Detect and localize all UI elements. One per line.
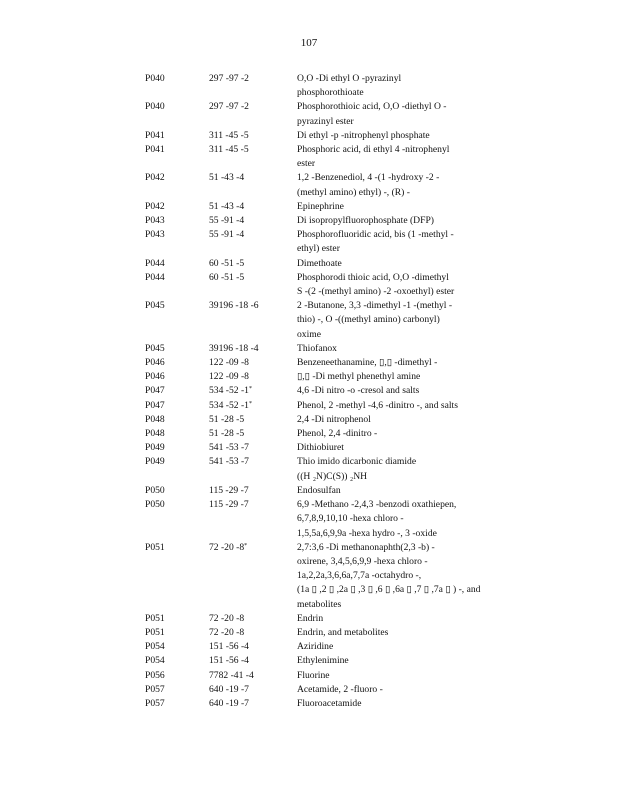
table-row xyxy=(0,200,618,214)
substance-name xyxy=(297,342,487,356)
cas-number xyxy=(209,669,254,683)
table-row xyxy=(0,541,618,612)
cas-number-text: 51 -43 -4 xyxy=(209,200,245,212)
table-row xyxy=(0,257,618,271)
cas-number-text: 534 -52 -1 xyxy=(209,399,249,411)
cas-number xyxy=(209,399,252,413)
substance-name xyxy=(297,683,487,697)
cas-number xyxy=(209,370,249,384)
substance-name xyxy=(297,669,487,683)
substance-name xyxy=(297,200,487,214)
table-row xyxy=(0,171,618,199)
substance-name-line: Phosphorothioic acid, O,O -diethyl O - xyxy=(297,101,447,113)
waste-code: P042 xyxy=(145,200,165,212)
waste-code: P048 xyxy=(145,428,165,440)
substance-name xyxy=(297,541,487,612)
cas-number-text: 51 -43 -4 xyxy=(209,172,245,184)
substance-name-line: 1a,2,2a,3,6,6a,7,7a -octahydro -, xyxy=(297,570,422,582)
cas-number-text: 39196 -18 -6 xyxy=(209,300,259,312)
cas-number xyxy=(209,484,249,498)
substance-name-line: Endrin xyxy=(297,612,324,624)
waste-code: P051 xyxy=(145,612,165,624)
substance-name xyxy=(297,612,487,626)
substance-name-line: 6,9 -Methano -2,4,3 -benzodi oxathiepen, xyxy=(297,499,457,511)
substance-name-line: Phosphoric acid, di ethyl 4 -nitrophenyl xyxy=(297,144,450,156)
table-row xyxy=(0,370,618,384)
cas-number-text: 297 -97 -2 xyxy=(209,73,249,84)
cas-number xyxy=(209,200,244,214)
cas-number xyxy=(209,171,244,185)
waste-code: P051 xyxy=(145,541,165,553)
substance-name xyxy=(297,427,487,441)
cas-number-text: 311 -45 -5 xyxy=(209,144,249,156)
substance-name-line: Di ethyl -p -nitrophenyl phosphate xyxy=(297,129,430,141)
table-row xyxy=(0,441,618,455)
waste-code: P042 xyxy=(145,172,165,184)
waste-code: P045 xyxy=(145,342,165,354)
substance-name-line: pyrazinyl ester xyxy=(297,115,354,127)
cas-number xyxy=(209,413,244,427)
substance-name-line: Thiofanox xyxy=(297,342,337,354)
substance-name xyxy=(297,498,487,541)
cas-footnote-mark: * xyxy=(248,400,252,407)
substance-name-line: 6,7,8,9,10,10 -hexa chloro - xyxy=(297,513,404,525)
table-row xyxy=(0,342,618,356)
waste-code: P043 xyxy=(145,229,165,241)
cas-number-text: 7782 -41 -4 xyxy=(209,669,254,681)
substance-name-line: Di isopropylfluorophosphate (DFP) xyxy=(297,215,434,227)
cas-footnote-mark: * xyxy=(244,542,248,549)
table-row xyxy=(0,299,618,342)
cas-number-text: 51 -28 -5 xyxy=(209,428,245,440)
table-row xyxy=(0,683,618,697)
substance-name xyxy=(297,484,487,498)
substance-name-line: Phosphorodi thioic acid, O,O -dimethyl xyxy=(297,271,449,283)
substance-name-line: Dithiobiuret xyxy=(297,442,344,454)
substance-name xyxy=(297,697,487,711)
table-row xyxy=(0,455,618,483)
substance-name xyxy=(297,640,487,654)
table-row xyxy=(0,654,618,668)
substance-name xyxy=(297,143,487,171)
cas-number xyxy=(209,342,259,356)
table-row xyxy=(0,399,618,413)
substance-name xyxy=(297,72,487,100)
table-row xyxy=(0,498,618,541)
cas-number-text: 72 -20 -8 xyxy=(209,541,245,553)
substance-name-line: oxirene, 3,4,5,6,9,9 -hexa chloro - xyxy=(297,555,428,567)
table-row xyxy=(0,640,618,654)
substance-name-line: ▯,▯ -Di methyl phenethyl amine xyxy=(297,371,421,383)
substance-name-line: Thio imido dicarbonic diamide xyxy=(297,456,417,468)
waste-code: P045 xyxy=(145,300,165,312)
cas-number-text: 541 -53 -7 xyxy=(209,456,249,468)
substance-name-line: O,O -Di ethyl O -pyrazinyl xyxy=(297,73,402,84)
cas-number-text: 122 -09 -8 xyxy=(209,357,249,369)
waste-code: P057 xyxy=(145,697,165,709)
cas-number xyxy=(209,257,244,271)
waste-code: P049 xyxy=(145,456,165,468)
cas-number xyxy=(209,427,244,441)
substance-name xyxy=(297,384,487,398)
substance-name xyxy=(297,299,487,342)
waste-code: P048 xyxy=(145,413,165,425)
table-row xyxy=(0,214,618,228)
cas-number-text: 122 -09 -8 xyxy=(209,371,249,383)
substance-name-line: 2,4 -Di nitrophenol xyxy=(297,413,371,425)
substance-name-line: metabolites xyxy=(297,598,342,610)
substance-name xyxy=(297,654,487,668)
table-row xyxy=(0,143,618,171)
waste-code: P047 xyxy=(145,399,165,411)
cas-number-text: 72 -20 -8 xyxy=(209,612,245,624)
cas-number xyxy=(209,271,244,285)
waste-code: P054 xyxy=(145,641,165,653)
substance-name-line: 2 -Butanone, 3,3 -dimethyl -1 -(methyl - xyxy=(297,300,453,312)
substance-name xyxy=(297,356,487,370)
substance-name-line: 4,6 -Di nitro -o -cresol and salts xyxy=(297,385,420,397)
cas-number xyxy=(209,697,249,711)
waste-code: P040 xyxy=(145,73,165,84)
cas-number-text: 640 -19 -7 xyxy=(209,697,249,709)
cas-number-text: 541 -53 -7 xyxy=(209,442,249,454)
substance-name xyxy=(297,171,487,199)
cas-number xyxy=(209,214,244,228)
substance-name xyxy=(297,413,487,427)
table-row xyxy=(0,129,618,143)
substance-name-line: Aziridine xyxy=(297,641,334,653)
substance-name-line: Endrin, and metabolites xyxy=(297,626,389,638)
substance-name-line: ((H ₂N)C(S)) ₂NH xyxy=(297,470,368,482)
cas-number xyxy=(209,100,249,114)
table-row xyxy=(0,413,618,427)
cas-number xyxy=(209,384,252,398)
substance-name xyxy=(297,100,487,128)
substance-name xyxy=(297,370,487,384)
cas-number xyxy=(209,299,259,313)
cas-number xyxy=(209,356,249,370)
cas-number-text: 534 -52 -1 xyxy=(209,385,249,397)
substance-name-line: thio) -, O -((methyl amino) carbonyl) xyxy=(297,314,440,326)
substance-name xyxy=(297,399,487,413)
table-row xyxy=(0,484,618,498)
substance-name-line: 2,7:3,6 -Di methanonaphth(2,3 -b) - xyxy=(297,541,435,553)
waste-code: P040 xyxy=(145,101,165,113)
waste-code: P057 xyxy=(145,683,165,695)
table-row xyxy=(0,100,618,128)
table-row xyxy=(0,626,618,640)
waste-code: P044 xyxy=(145,271,165,283)
waste-code: P051 xyxy=(145,626,165,638)
substance-name-line: Epinephrine xyxy=(297,200,344,212)
cas-number xyxy=(209,612,244,626)
substance-name xyxy=(297,214,487,228)
cas-number xyxy=(209,455,249,469)
substance-name-line: Endosulfan xyxy=(297,484,341,496)
table-row xyxy=(0,669,618,683)
cas-number xyxy=(209,129,249,143)
substance-name xyxy=(297,455,487,483)
substance-name-line: Phenol, 2 -methyl -4,6 -dinitro -, and salts xyxy=(297,399,458,411)
waste-code: P050 xyxy=(145,499,165,511)
substance-name-line: (methyl amino) ethyl) -, (R) - xyxy=(297,186,410,198)
cas-number-text: 60 -51 -5 xyxy=(209,271,245,283)
table-row xyxy=(0,384,618,398)
waste-code: P046 xyxy=(145,371,165,383)
cas-number xyxy=(209,228,244,242)
waste-code: P047 xyxy=(145,385,165,397)
substance-name-line: (1a ▯ ,2 ▯ ,2a ▯ ,3 ▯ ,6 ▯ ,6a ▯ ,7 ▯ ,7a ▯ ) -, and xyxy=(297,584,481,596)
chemical-table xyxy=(0,72,618,711)
table-row xyxy=(0,697,618,711)
substance-name-line: Acetamide, 2 -fluoro - xyxy=(297,683,383,695)
cas-number-text: 60 -51 -5 xyxy=(209,257,245,269)
substance-name-line: oxime xyxy=(297,328,321,340)
substance-name-line: 1,5,5a,6,9,9a -hexa hydro -, 3 -oxide xyxy=(297,527,437,539)
cas-number-text: 297 -97 -2 xyxy=(209,101,249,113)
cas-number xyxy=(209,72,249,86)
cas-number-text: 55 -91 -4 xyxy=(209,229,245,241)
substance-name-line: 1,2 -Benzenediol, 4 -(1 -hydroxy -2 - xyxy=(297,172,440,184)
waste-code: P043 xyxy=(145,215,165,227)
cas-number-text: 51 -28 -5 xyxy=(209,413,245,425)
cas-number xyxy=(209,441,249,455)
waste-code: P041 xyxy=(145,144,165,156)
substance-name xyxy=(297,271,487,299)
waste-code: P056 xyxy=(145,669,165,681)
cas-number-text: 151 -56 -4 xyxy=(209,655,249,667)
cas-number-text: 640 -19 -7 xyxy=(209,683,249,695)
substance-name xyxy=(297,228,487,256)
substance-name-line: S -(2 -(methyl amino) -2 -oxoethyl) ester xyxy=(297,286,455,298)
table-row xyxy=(0,72,618,100)
cas-number-text: 39196 -18 -4 xyxy=(209,342,259,354)
substance-name-line: ester xyxy=(297,158,316,170)
substance-name-line: Fluoroacetamide xyxy=(297,697,362,709)
waste-code: P046 xyxy=(145,357,165,369)
waste-code: P050 xyxy=(145,484,165,496)
substance-name-line: phosphorothioate xyxy=(297,87,364,99)
waste-code: P054 xyxy=(145,655,165,667)
substance-name xyxy=(297,441,487,455)
substance-name xyxy=(297,257,487,271)
cas-number-text: 55 -91 -4 xyxy=(209,215,245,227)
cas-number-text: 151 -56 -4 xyxy=(209,641,249,653)
table-row xyxy=(0,271,618,299)
cas-number-text: 311 -45 -5 xyxy=(209,129,249,141)
cas-number-text: 115 -29 -7 xyxy=(209,499,249,511)
cas-number-text: 115 -29 -7 xyxy=(209,484,249,496)
table-row xyxy=(0,356,618,370)
cas-number xyxy=(209,541,247,555)
substance-name xyxy=(297,129,487,143)
table-row xyxy=(0,612,618,626)
page-number: 107 xyxy=(300,37,318,49)
cas-number xyxy=(209,626,244,640)
table-row xyxy=(0,228,618,256)
waste-code: P049 xyxy=(145,442,165,454)
cas-number xyxy=(209,143,249,157)
substance-name xyxy=(297,626,487,640)
substance-name-line: Ethylenimine xyxy=(297,655,349,667)
cas-number xyxy=(209,683,249,697)
waste-code: P044 xyxy=(145,257,165,269)
substance-name-line: Benzeneethanamine, ▯,▯ -dimethyl - xyxy=(297,357,438,369)
cas-number xyxy=(209,654,249,668)
substance-name-line: Phosphorofluoridic acid, bis (1 -methyl - xyxy=(297,229,454,241)
waste-code: P041 xyxy=(145,129,165,141)
cas-number xyxy=(209,640,249,654)
cas-number-text: 72 -20 -8 xyxy=(209,626,245,638)
cas-footnote-mark: * xyxy=(248,386,252,393)
table-row xyxy=(0,427,618,441)
cas-number xyxy=(209,498,249,512)
substance-name-line: Dimethoate xyxy=(297,257,342,269)
substance-name-line: Phenol, 2,4 -dinitro - xyxy=(297,428,378,440)
substance-name-line: Fluorine xyxy=(297,669,330,681)
substance-name-line: ethyl) ester xyxy=(297,243,340,255)
